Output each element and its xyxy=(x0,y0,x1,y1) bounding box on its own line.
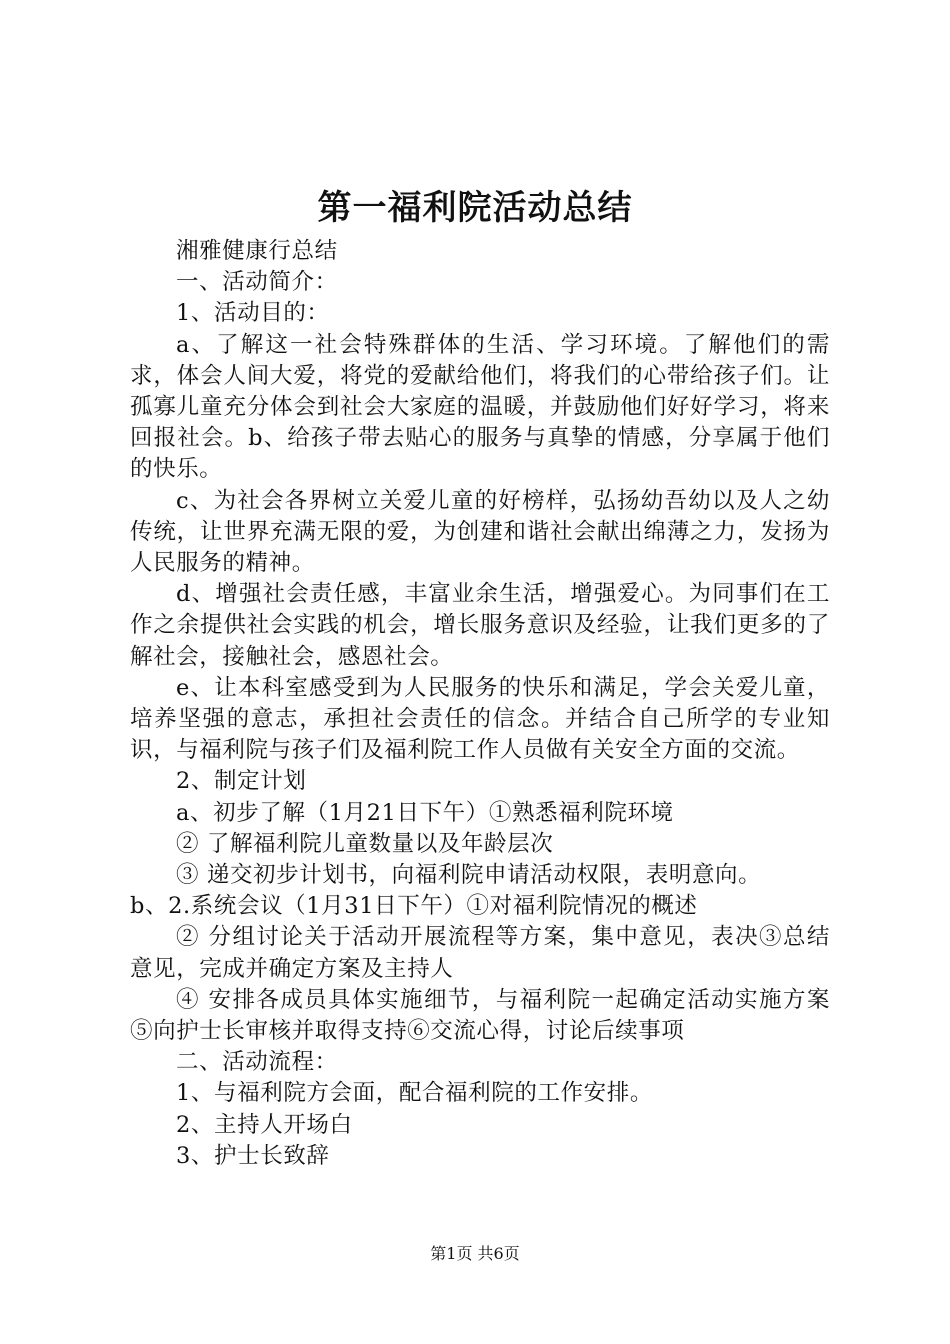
paragraph-purpose-c: c、为社会各界树立关爱儿童的好榜样，弘扬幼吾幼以及人之幼传统，让世界充满无限的爱，为创建和谐社会献出绵薄之力，发扬为人民服务的精神。 xyxy=(130,487,830,577)
document-title: 第一福利院活动总结 xyxy=(317,188,633,228)
paragraph-flow-3: 3、护士长致辞 xyxy=(176,1142,330,1169)
document-body xyxy=(130,236,830,1172)
paragraph-section-1-heading: 一、活动简介： xyxy=(176,269,338,296)
paragraph-plan-a-3: ③ 递交初步计划书，向福利院申请活动权限，表明意向。 xyxy=(176,862,762,889)
paragraph-subtitle: 湘雅健康行总结 xyxy=(176,238,338,264)
paragraph-flow-1: 1、与福利院方会面，配合福利院的工作安排。 xyxy=(176,1080,653,1107)
paragraph-plan-a-2: ② 了解福利院儿童数量以及年龄层次 xyxy=(176,830,554,857)
paragraph-plan-b-4: ④ 安排各成员具体实施细节，与福利院一起确定活动实施方案⑤向护士长审核并取得支持⑥交流心得，讨论后续事项 xyxy=(130,986,830,1045)
paragraph-plan-a: a、初步了解（1月21日下午）①熟悉福利院环境 xyxy=(176,799,674,826)
paragraph-flow-2: 2、主持人开场白 xyxy=(176,1111,353,1138)
paragraph-plan-b: b、2.系统会议（1月31日下午）①对福利院情况的概述 xyxy=(130,893,698,920)
paragraph-purpose-heading: 1、活动目的： xyxy=(176,300,330,327)
paragraph-purpose-d: d、增强社会责任感，丰富业余生活，增强爱心。为同事们在工作之余提供社会实践的机会，增长服务意识及经验，让我们更多的了解社会，接触社会，感恩社会。 xyxy=(130,581,830,670)
paragraph-plan-heading: 2、制定计划 xyxy=(176,768,307,795)
paragraph-purpose-e: e、让本科室感受到为人民服务的快乐和满足，学会关爱儿童，培养坚强的意志，承担社会责任的信念。并结合自己所学的专业知识，与福利院与孩子们及福利院工作人员做有关安全方面的交流。 xyxy=(130,674,830,764)
page-number-footer: 第1页 共6页 xyxy=(430,1244,520,1263)
paragraph-purpose-a-b: a、了解这一社会特殊群体的生活、学习环境。了解他们的需求，体会人间大爱，将党的爱献给他们，将我们的心带给孩子们。让孤寡儿童充分体会到社会大家庭的温暖，并鼓励他们好好学习，将来回报社会。b、给孩子带去贴心的服务与真挚的情感，分享属于他们的快乐。 xyxy=(130,331,830,483)
paragraph-plan-b-2: ② 分组讨论关于活动开展流程等方案，集中意见，表决③总结意见，完成并确定方案及主持人 xyxy=(130,924,830,982)
paragraph-section-2-heading: 二、活动流程： xyxy=(176,1049,338,1076)
